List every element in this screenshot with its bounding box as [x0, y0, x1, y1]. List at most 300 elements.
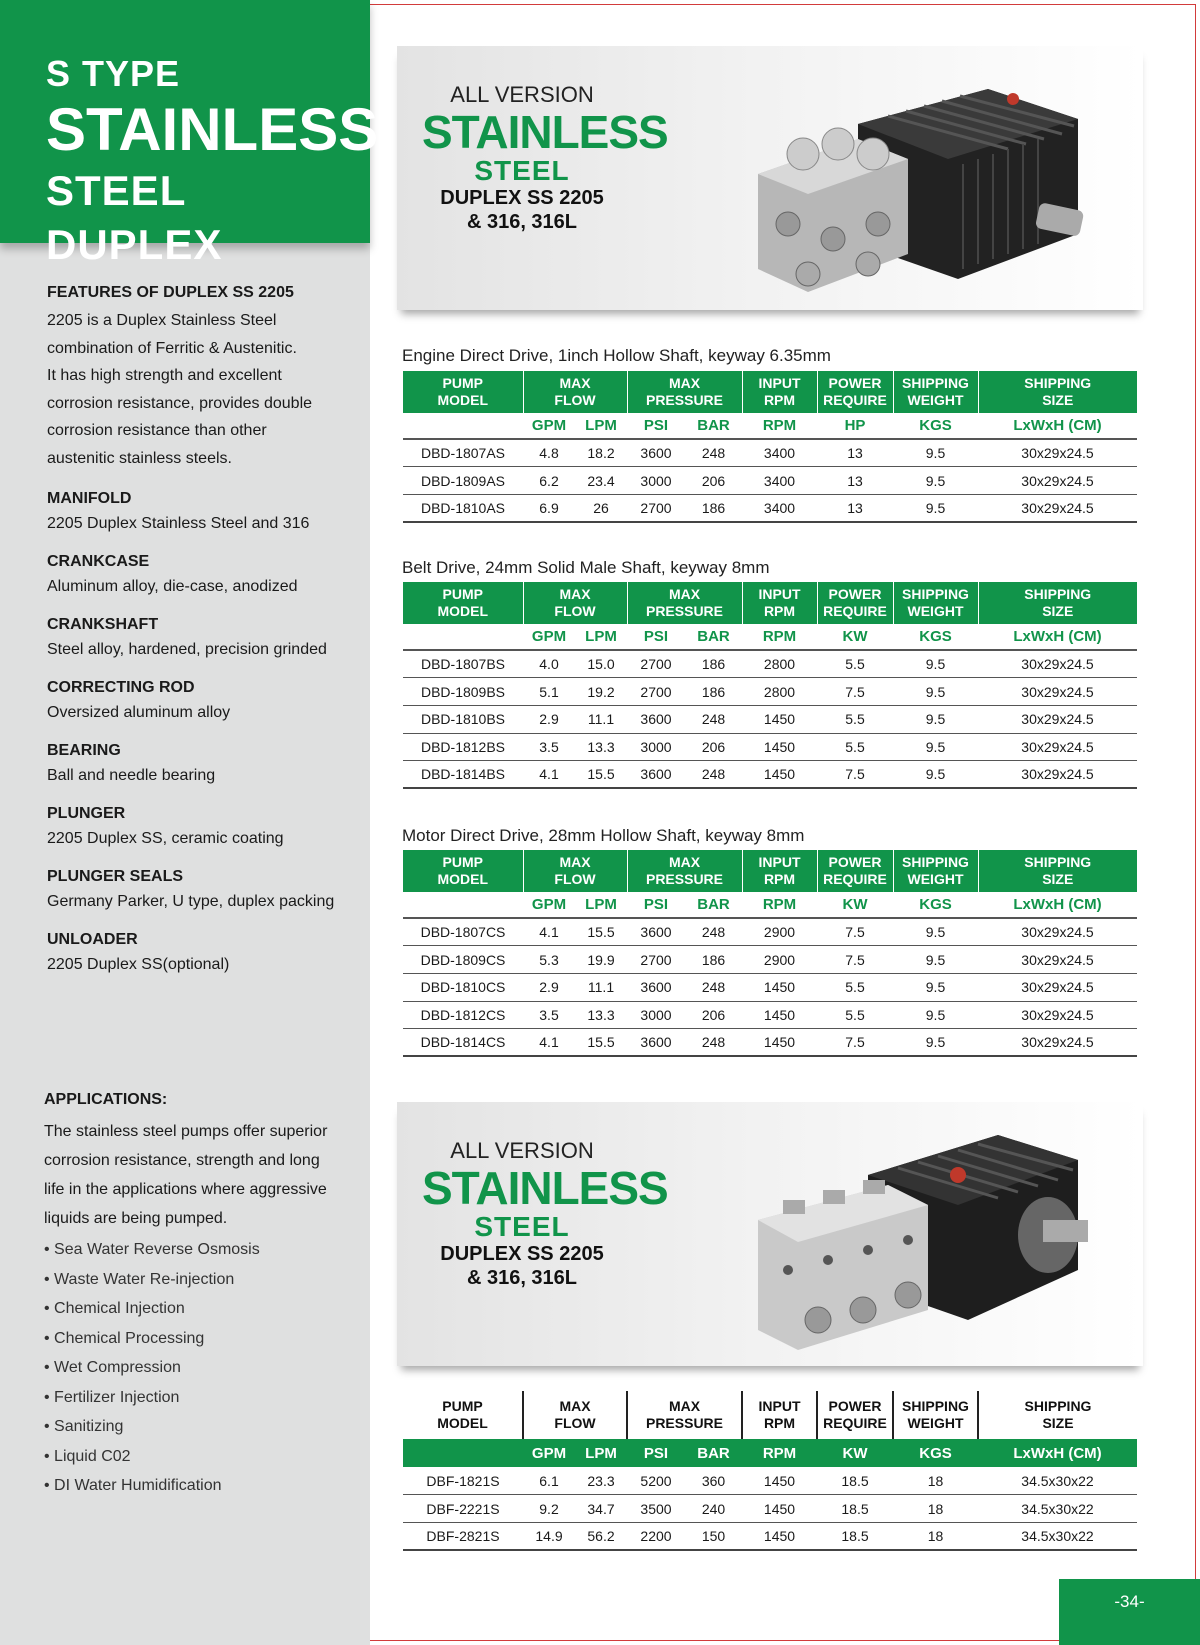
value-cell: 26 — [575, 494, 627, 522]
column-header-line: MAX — [559, 375, 591, 391]
title-block — [0, 0, 379, 268]
features-list — [47, 282, 362, 992]
banner-stainless: STAINLESS — [422, 106, 668, 158]
column-header — [817, 850, 893, 892]
column-header-line: POWER — [828, 375, 882, 391]
value-cell: 186 — [685, 946, 742, 974]
value-cell: 4.0 — [523, 650, 575, 678]
column-header-line: FLOW — [554, 871, 596, 887]
column-header — [817, 582, 893, 624]
value-cell: 360 — [685, 1467, 742, 1495]
title-line-2: STAINLESS — [46, 96, 379, 163]
product-banner-2 — [397, 1102, 1143, 1366]
value-cell: 5.5 — [817, 650, 893, 678]
value-cell: 9.5 — [893, 494, 978, 522]
value-cell: 9.5 — [893, 973, 978, 1001]
column-header-line: RPM — [763, 1415, 796, 1431]
unit-cell — [403, 892, 523, 918]
unit-cell: LPM — [575, 624, 627, 650]
value-cell: 9.5 — [893, 678, 978, 706]
value-cell: 34.5x30x22 — [978, 1522, 1137, 1550]
value-cell: 3600 — [627, 761, 685, 789]
column-header — [978, 850, 1137, 892]
unit-cell — [403, 624, 523, 650]
value-cell: 19.2 — [575, 678, 627, 706]
banner-all-version: ALL VERSION — [450, 1138, 594, 1163]
unit-cell: KW — [817, 624, 893, 650]
table-header-row — [403, 1391, 1137, 1439]
spec-table-dbf-series — [403, 1391, 1137, 1551]
value-cell: 34.5x30x22 — [978, 1467, 1137, 1495]
table-row — [403, 1495, 1137, 1523]
column-header-line: MODEL — [437, 871, 489, 887]
value-cell: 2200 — [627, 1522, 685, 1550]
value-cell: 1450 — [742, 1522, 817, 1550]
value-cell: 9.2 — [523, 1495, 575, 1523]
value-cell: 4.8 — [523, 439, 575, 467]
value-cell: 18.2 — [575, 439, 627, 467]
value-cell: 3.5 — [523, 1001, 575, 1029]
table-row — [403, 467, 1137, 495]
unit-cell: LxWxH (CM) — [978, 1439, 1137, 1467]
application-item: • Wet Compression — [44, 1359, 181, 1376]
model-cell: DBD-1810BS — [403, 705, 523, 733]
applications-heading: APPLICATIONS: — [44, 1091, 168, 1108]
value-cell: 30x29x24.5 — [978, 467, 1137, 495]
column-header — [893, 850, 978, 892]
column-header-line: PRESSURE — [645, 871, 724, 887]
model-cell: DBD-1807CS — [403, 918, 523, 946]
value-cell: 3400 — [742, 494, 817, 522]
value-cell: 2900 — [742, 918, 817, 946]
column-header-line: WEIGHT — [907, 603, 964, 619]
value-cell: 2900 — [742, 946, 817, 974]
value-cell: 3600 — [627, 973, 685, 1001]
banner-duplex-line-2: & 316, 316L — [466, 1267, 578, 1289]
value-cell: 13 — [817, 494, 893, 522]
value-cell: 206 — [685, 733, 742, 761]
column-header-line: SIZE — [1042, 1415, 1074, 1431]
column-header-line: RPM — [763, 871, 796, 887]
unit-cell: GPM — [523, 624, 575, 650]
value-cell: 1450 — [742, 705, 817, 733]
feature-group — [47, 614, 362, 661]
table-header-row — [403, 371, 1137, 413]
value-cell: 4.1 — [523, 1029, 575, 1057]
table-row — [403, 1001, 1137, 1029]
unit-cell: LPM — [575, 892, 627, 918]
column-header-line: FLOW — [554, 1415, 596, 1431]
value-cell: 5.5 — [817, 705, 893, 733]
applications-list — [44, 1235, 364, 1501]
feature-text: corrosion resistance than other — [47, 422, 267, 439]
unit-cell: RPM — [742, 1439, 817, 1467]
column-header-line: POWER — [828, 586, 882, 602]
value-cell: 15.5 — [575, 1029, 627, 1057]
column-header-line: WEIGHT — [907, 871, 964, 887]
table-row — [403, 946, 1137, 974]
value-cell: 9.5 — [893, 439, 978, 467]
column-header — [403, 371, 523, 413]
unit-cell: KW — [817, 892, 893, 918]
value-cell: 30x29x24.5 — [978, 650, 1137, 678]
column-header — [523, 1391, 627, 1439]
application-item: • Chemical Processing — [44, 1329, 205, 1347]
value-cell: 7.5 — [817, 1029, 893, 1057]
table-row — [403, 973, 1137, 1001]
column-header — [742, 850, 817, 892]
value-cell: 248 — [685, 761, 742, 789]
unit-cell: PSI — [627, 892, 685, 918]
feature-text: Ball and needle bearing — [47, 767, 216, 784]
column-header-line: PUMP — [442, 375, 483, 391]
column-header-line: MODEL — [437, 392, 489, 408]
feature-group — [47, 488, 362, 535]
feature-text: Oversized aluminum alloy — [47, 704, 231, 721]
value-cell: 30x29x24.5 — [978, 439, 1137, 467]
value-cell: 9.5 — [893, 946, 978, 974]
value-cell: 13 — [817, 439, 893, 467]
unit-cell: KGS — [893, 413, 978, 439]
pump-image-1 — [748, 64, 1088, 294]
banner-stainless: STAINLESS — [422, 1162, 668, 1214]
feature-text: corrosion resistance, provides double — [47, 394, 313, 412]
banner-steel: STEEL — [474, 1211, 570, 1242]
value-cell: 30x29x24.5 — [978, 733, 1137, 761]
applications-text: life in the applications where aggressive — [44, 1181, 327, 1198]
unit-cell — [403, 413, 523, 439]
spec-table-engine-drive — [403, 371, 1137, 523]
table-2-caption: Belt Drive, 24mm Solid Male Shaft, keyway 8mm — [402, 558, 770, 577]
column-header-line: PRESSURE — [645, 1415, 724, 1431]
feature-heading: BEARING — [47, 742, 121, 759]
feature-heading: MANIFOLD — [47, 490, 132, 507]
value-cell: 7.5 — [817, 946, 893, 974]
model-cell: DBD-1809AS — [403, 467, 523, 495]
value-cell: 2700 — [627, 678, 685, 706]
column-header-line: SHIPPING — [902, 854, 969, 870]
feature-text: It has high strength and excellent — [47, 367, 282, 384]
table-row — [403, 678, 1137, 706]
table-row — [403, 1029, 1137, 1057]
value-cell: 7.5 — [817, 918, 893, 946]
column-header-line: POWER — [828, 854, 882, 870]
column-header — [403, 1391, 523, 1439]
table-row — [403, 1467, 1137, 1495]
value-cell: 248 — [685, 973, 742, 1001]
value-cell: 15.0 — [575, 650, 627, 678]
feature-text: Steel alloy, hardened, precision grinded — [47, 641, 327, 658]
column-header-line: MAX — [668, 375, 701, 391]
column-header-line: POWER — [828, 1398, 882, 1414]
model-cell: DBD-1812BS — [403, 733, 523, 761]
value-cell: 1450 — [742, 733, 817, 761]
column-header-line: MAX — [559, 1398, 591, 1414]
value-cell: 1450 — [742, 1495, 817, 1523]
value-cell: 3600 — [627, 439, 685, 467]
value-cell: 6.9 — [523, 494, 575, 522]
model-cell: DBD-1814CS — [403, 1029, 523, 1057]
column-header — [627, 850, 742, 892]
application-item: • Waste Water Re-injection — [44, 1270, 235, 1288]
unit-cell: KGS — [893, 624, 978, 650]
feature-group — [47, 551, 362, 598]
value-cell: 248 — [685, 1029, 742, 1057]
sidebar — [0, 0, 379, 1645]
unit-cell: LPM — [575, 1439, 627, 1467]
value-cell: 3.5 — [523, 733, 575, 761]
column-header-line: REQUIRE — [823, 603, 887, 619]
column-header — [893, 1391, 978, 1439]
value-cell: 2800 — [742, 678, 817, 706]
unit-cell: LxWxH (CM) — [978, 624, 1137, 650]
unit-cell: KGS — [893, 1439, 978, 1467]
feature-heading: CRANKCASE — [47, 553, 150, 570]
feature-text: 2205 Duplex SS(optional) — [47, 956, 230, 973]
table-row — [403, 1522, 1137, 1550]
feature-text: Germany Parker, U type, duplex packing — [47, 893, 335, 910]
unit-cell: BAR — [685, 413, 742, 439]
column-header-line: SHIPPING — [902, 586, 969, 602]
model-cell: DBF-2221S — [403, 1495, 523, 1523]
banner-duplex-line-1: DUPLEX SS 2205 — [440, 1243, 604, 1265]
feature-text: Aluminum alloy, die-case, anodized — [47, 578, 298, 595]
column-header — [893, 582, 978, 624]
value-cell: 30x29x24.5 — [978, 761, 1137, 789]
feature-heading: PLUNGER — [47, 805, 126, 822]
value-cell: 3400 — [742, 467, 817, 495]
value-cell: 1450 — [742, 761, 817, 789]
feature-group — [47, 866, 362, 913]
banner-duplex-line-2: & 316, 316L — [466, 211, 578, 233]
value-cell: 248 — [685, 439, 742, 467]
value-cell: 2700 — [627, 946, 685, 974]
feature-text: 2205 Duplex Stainless Steel and 316 — [47, 515, 310, 532]
applications-description — [44, 1117, 364, 1233]
value-cell: 3600 — [627, 705, 685, 733]
unit-cell: LxWxH (CM) — [978, 892, 1137, 918]
column-header-line: MAX — [668, 1398, 701, 1414]
spec-table-belt-drive — [403, 582, 1137, 789]
column-header-line: PRESSURE — [645, 392, 724, 408]
value-cell: 18 — [893, 1522, 978, 1550]
model-cell: DBD-1807BS — [403, 650, 523, 678]
column-header — [893, 371, 978, 413]
column-header — [978, 582, 1137, 624]
feature-group — [47, 740, 362, 787]
product-banner-1 — [397, 46, 1143, 310]
application-item: • Liquid C02 — [44, 1447, 131, 1465]
column-header — [742, 371, 817, 413]
unit-cell: GPM — [523, 892, 575, 918]
value-cell: 30x29x24.5 — [978, 705, 1137, 733]
table-unit-row — [403, 892, 1137, 918]
value-cell: 30x29x24.5 — [978, 1001, 1137, 1029]
banner-steel: STEEL — [474, 155, 570, 186]
value-cell: 9.5 — [893, 1029, 978, 1057]
value-cell: 7.5 — [817, 678, 893, 706]
value-cell: 56.2 — [575, 1522, 627, 1550]
column-header-line: REQUIRE — [823, 1415, 887, 1431]
model-cell: DBD-1814BS — [403, 761, 523, 789]
value-cell: 3400 — [742, 439, 817, 467]
unit-cell: PSI — [627, 624, 685, 650]
column-header — [742, 1391, 817, 1439]
value-cell: 9.5 — [893, 761, 978, 789]
unit-cell: KGS — [893, 892, 978, 918]
value-cell: 5.3 — [523, 946, 575, 974]
feature-heading: FEATURES OF DUPLEX SS 2205 — [47, 284, 294, 301]
column-header-line: SHIPPING — [1024, 1398, 1092, 1414]
column-header-line: SHIPPING — [1024, 375, 1092, 391]
column-header-line: RPM — [763, 392, 796, 408]
value-cell: 30x29x24.5 — [978, 973, 1137, 1001]
banner-duplex-line-1: DUPLEX SS 2205 — [440, 187, 604, 209]
title-line-3: STEEL DUPLEX — [46, 167, 223, 268]
column-header-line: MODEL — [437, 1415, 488, 1431]
unit-cell: RPM — [742, 624, 817, 650]
feature-group — [47, 677, 362, 724]
table-header-row — [403, 850, 1137, 892]
column-header-line: SIZE — [1042, 392, 1074, 408]
unit-cell: KW — [817, 1439, 893, 1467]
unit-cell: LxWxH (CM) — [978, 413, 1137, 439]
value-cell: 3600 — [627, 1029, 685, 1057]
unit-cell: GPM — [523, 413, 575, 439]
table-unit-row — [403, 413, 1137, 439]
value-cell: 1450 — [742, 973, 817, 1001]
model-cell: DBF-1821S — [403, 1467, 523, 1495]
unit-cell: RPM — [742, 892, 817, 918]
value-cell: 6.1 — [523, 1467, 575, 1495]
value-cell: 18.5 — [817, 1467, 893, 1495]
column-header — [523, 371, 627, 413]
pump-image-2 — [748, 1120, 1088, 1350]
value-cell: 2.9 — [523, 973, 575, 1001]
column-header-line: SHIPPING — [1024, 854, 1092, 870]
model-cell: DBD-1810CS — [403, 973, 523, 1001]
value-cell: 7.5 — [817, 761, 893, 789]
value-cell: 3600 — [627, 918, 685, 946]
unit-cell: RPM — [742, 413, 817, 439]
application-item: • DI Water Humidification — [44, 1477, 222, 1494]
column-header-line: INPUT — [758, 586, 801, 602]
feature-text: combination of Ferritic & Austenitic. — [47, 339, 297, 357]
value-cell: 150 — [685, 1522, 742, 1550]
unit-cell: LPM — [575, 413, 627, 439]
column-header — [742, 582, 817, 624]
value-cell: 1450 — [742, 1029, 817, 1057]
value-cell: 3000 — [627, 733, 685, 761]
model-cell: DBD-1809CS — [403, 946, 523, 974]
unit-cell: PSI — [627, 1439, 685, 1467]
table-3-caption: Motor Direct Drive, 28mm Hollow Shaft, keyway 8mm — [402, 826, 805, 845]
value-cell: 2700 — [627, 650, 685, 678]
feature-group — [47, 803, 362, 850]
column-header-line: MODEL — [437, 603, 489, 619]
column-header-line: SIZE — [1042, 603, 1074, 619]
unit-cell — [403, 1439, 523, 1467]
applications-text: The stainless steel pumps offer superior — [44, 1123, 328, 1140]
table-unit-row — [403, 624, 1137, 650]
column-header-line: INPUT — [758, 1398, 801, 1414]
column-header — [817, 371, 893, 413]
value-cell: 30x29x24.5 — [978, 918, 1137, 946]
table-1-caption: Engine Direct Drive, 1inch Hollow Shaft, keyway 6.35mm — [402, 346, 831, 365]
column-header — [817, 1391, 893, 1439]
table-row — [403, 918, 1137, 946]
column-header-line: WEIGHT — [907, 392, 964, 408]
value-cell: 1450 — [742, 1467, 817, 1495]
applications-text: corrosion resistance, strength and long — [44, 1152, 320, 1169]
column-header — [523, 582, 627, 624]
banner-text — [422, 1138, 668, 1290]
value-cell: 2800 — [742, 650, 817, 678]
column-header-line: PUMP — [442, 586, 483, 602]
value-cell: 9.5 — [893, 733, 978, 761]
column-header — [978, 1391, 1137, 1439]
feature-group — [47, 282, 362, 472]
spec-table-motor-drive — [403, 850, 1137, 1057]
page-number: -34- — [1059, 1579, 1200, 1645]
value-cell: 248 — [685, 918, 742, 946]
value-cell: 30x29x24.5 — [978, 946, 1137, 974]
value-cell: 5.5 — [817, 733, 893, 761]
model-cell: DBD-1810AS — [403, 494, 523, 522]
table-row — [403, 439, 1137, 467]
unit-cell: HP — [817, 413, 893, 439]
value-cell: 2700 — [627, 494, 685, 522]
value-cell: 15.5 — [575, 761, 627, 789]
value-cell: 9.5 — [893, 467, 978, 495]
value-cell: 5.5 — [817, 973, 893, 1001]
value-cell: 18 — [893, 1495, 978, 1523]
column-header-line: INPUT — [758, 854, 801, 870]
unit-cell: GPM — [523, 1439, 575, 1467]
column-header-line: FLOW — [554, 603, 596, 619]
table-header-row — [403, 582, 1137, 624]
column-header-line: REQUIRE — [823, 392, 887, 408]
value-cell: 5.5 — [817, 1001, 893, 1029]
column-header-line: FLOW — [554, 392, 596, 408]
value-cell: 206 — [685, 1001, 742, 1029]
value-cell: 3000 — [627, 1001, 685, 1029]
model-cell: DBF-2821S — [403, 1522, 523, 1550]
table-row — [403, 761, 1137, 789]
table-row — [403, 494, 1137, 522]
feature-heading: PLUNGER SEALS — [47, 868, 184, 885]
model-cell: DBD-1807AS — [403, 439, 523, 467]
banner-text — [422, 82, 668, 234]
column-header — [523, 850, 627, 892]
value-cell: 3500 — [627, 1495, 685, 1523]
value-cell: 23.4 — [575, 467, 627, 495]
column-header-line: PUMP — [442, 1398, 483, 1414]
value-cell: 34.5x30x22 — [978, 1495, 1137, 1523]
column-header-line: REQUIRE — [823, 871, 887, 887]
value-cell: 4.1 — [523, 918, 575, 946]
value-cell: 13.3 — [575, 1001, 627, 1029]
column-header-line: PUMP — [442, 854, 483, 870]
value-cell: 30x29x24.5 — [978, 678, 1137, 706]
column-header-line: PRESSURE — [645, 603, 724, 619]
value-cell: 18 — [893, 1467, 978, 1495]
unit-cell: PSI — [627, 413, 685, 439]
value-cell: 3000 — [627, 467, 685, 495]
column-header — [627, 582, 742, 624]
column-header-line: WEIGHT — [907, 1415, 964, 1431]
column-header — [627, 371, 742, 413]
